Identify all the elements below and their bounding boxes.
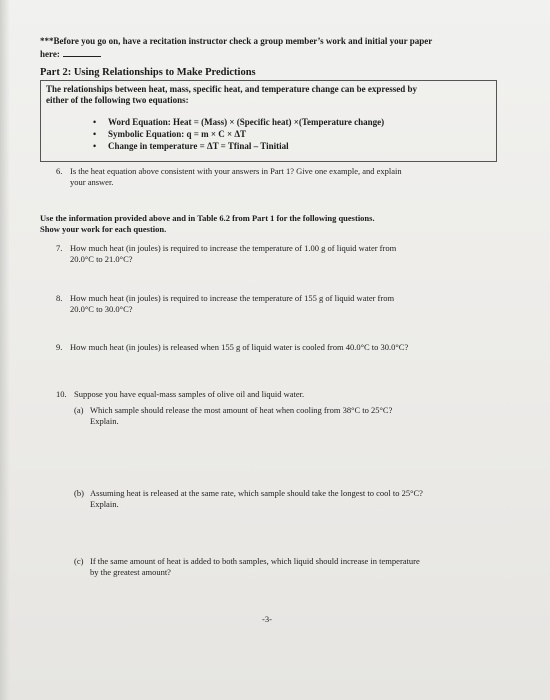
instructions-line-1: Use the information provided above and in Table 6.2 from Part 1 for the following questions. bbox=[40, 213, 375, 223]
q7-text-line-2: 20.0°C to 21.0°C? bbox=[70, 254, 133, 264]
q10a-text-line-1: Which sample should release the most amount of heat when cooling from 38°C to 25°C? bbox=[90, 405, 393, 415]
q6-number: 6. bbox=[56, 166, 63, 176]
symbolic-equation: Symbolic Equation: q = m × C × ΔT bbox=[108, 129, 247, 139]
q10b-text-line-2: Explain. bbox=[90, 499, 119, 509]
q10b-label: (b) bbox=[74, 488, 84, 498]
q10c-label: (c) bbox=[74, 556, 84, 566]
q9-number: 9. bbox=[56, 342, 63, 352]
word-equation: Word Equation: Heat = (Mass) × (Specific heat) ×(Temperature change) bbox=[108, 117, 385, 127]
q6-text-line-1: Is the heat equation above consistent with your answers in Part 1? Give one example, and explain bbox=[70, 166, 402, 176]
notice-line-2: here: bbox=[40, 49, 60, 59]
notice-line-1: Before you go on, have a recitation instructor check a group member’s work and initial your paper bbox=[53, 36, 433, 46]
q8-answer-space[interactable] bbox=[70, 316, 500, 338]
q8-text-line-1: How much heat (in joules) is required to increase the temperature of 155 g of liquid water from bbox=[70, 293, 395, 303]
initial-line bbox=[40, 47, 101, 60]
q10c-answer-space[interactable] bbox=[90, 579, 500, 609]
part2-title: Part 2: Using Relationships to Make Predictions bbox=[40, 67, 256, 78]
q7-answer-space[interactable] bbox=[70, 266, 500, 290]
q10c-text-line-1: If the same amount of heat is added to both samples, which liquid should increase in temperature bbox=[90, 556, 420, 566]
temperature-change-equation: Change in temperature = ΔT = Tfinal – Tinitial bbox=[108, 141, 289, 151]
q6-text-line-2: your answer. bbox=[70, 177, 114, 187]
q10b-text-line-1: Assuming heat is released at the same rate, which sample should take the longest to cool to 25°C? bbox=[90, 488, 423, 498]
box-intro-line-2: either of the following two equations: bbox=[46, 95, 189, 105]
notice-prefix: *** bbox=[40, 36, 54, 46]
q6-answer-space[interactable] bbox=[70, 190, 500, 212]
page-edge-shadow bbox=[0, 0, 10, 700]
q8-number: 8. bbox=[56, 293, 63, 303]
q10-stem: Suppose you have equal-mass samples of olive oil and liquid water. bbox=[74, 389, 305, 399]
q10-number: 10. bbox=[56, 389, 67, 399]
q7-number: 7. bbox=[56, 243, 63, 253]
q9-text-line-1: How much heat (in joules) is released when 155 g of liquid water is cooled from 40.0°C to 30.0°C? bbox=[70, 342, 409, 352]
q7-text-line-1: How much heat (in joules) is required to increase the temperature of 1.00 g of liquid water from bbox=[70, 243, 397, 253]
q9-answer-space[interactable] bbox=[70, 354, 500, 382]
bullet-dot: • bbox=[93, 129, 97, 139]
initial-blank[interactable] bbox=[63, 47, 101, 57]
page-number: -3- bbox=[262, 614, 272, 624]
bullet-dot: • bbox=[93, 141, 97, 151]
q10a-text-line-2: Explain. bbox=[90, 416, 119, 426]
q10b-answer-space[interactable] bbox=[90, 511, 500, 551]
instructor-check-notice bbox=[40, 36, 432, 47]
q10a-label: (a) bbox=[74, 405, 84, 415]
box-intro-line-1: The relationships between heat, mass, specific heat, and temperature change can be expressed by bbox=[46, 84, 417, 94]
instructions-line-2: Show your work for each question. bbox=[40, 224, 167, 234]
q10a-answer-space[interactable] bbox=[90, 428, 500, 483]
bullet-dot: • bbox=[93, 117, 97, 127]
q10c-text-line-2: by the greatest amount? bbox=[90, 567, 171, 577]
q8-text-line-2: 20.0°C to 30.0°C? bbox=[70, 304, 133, 314]
